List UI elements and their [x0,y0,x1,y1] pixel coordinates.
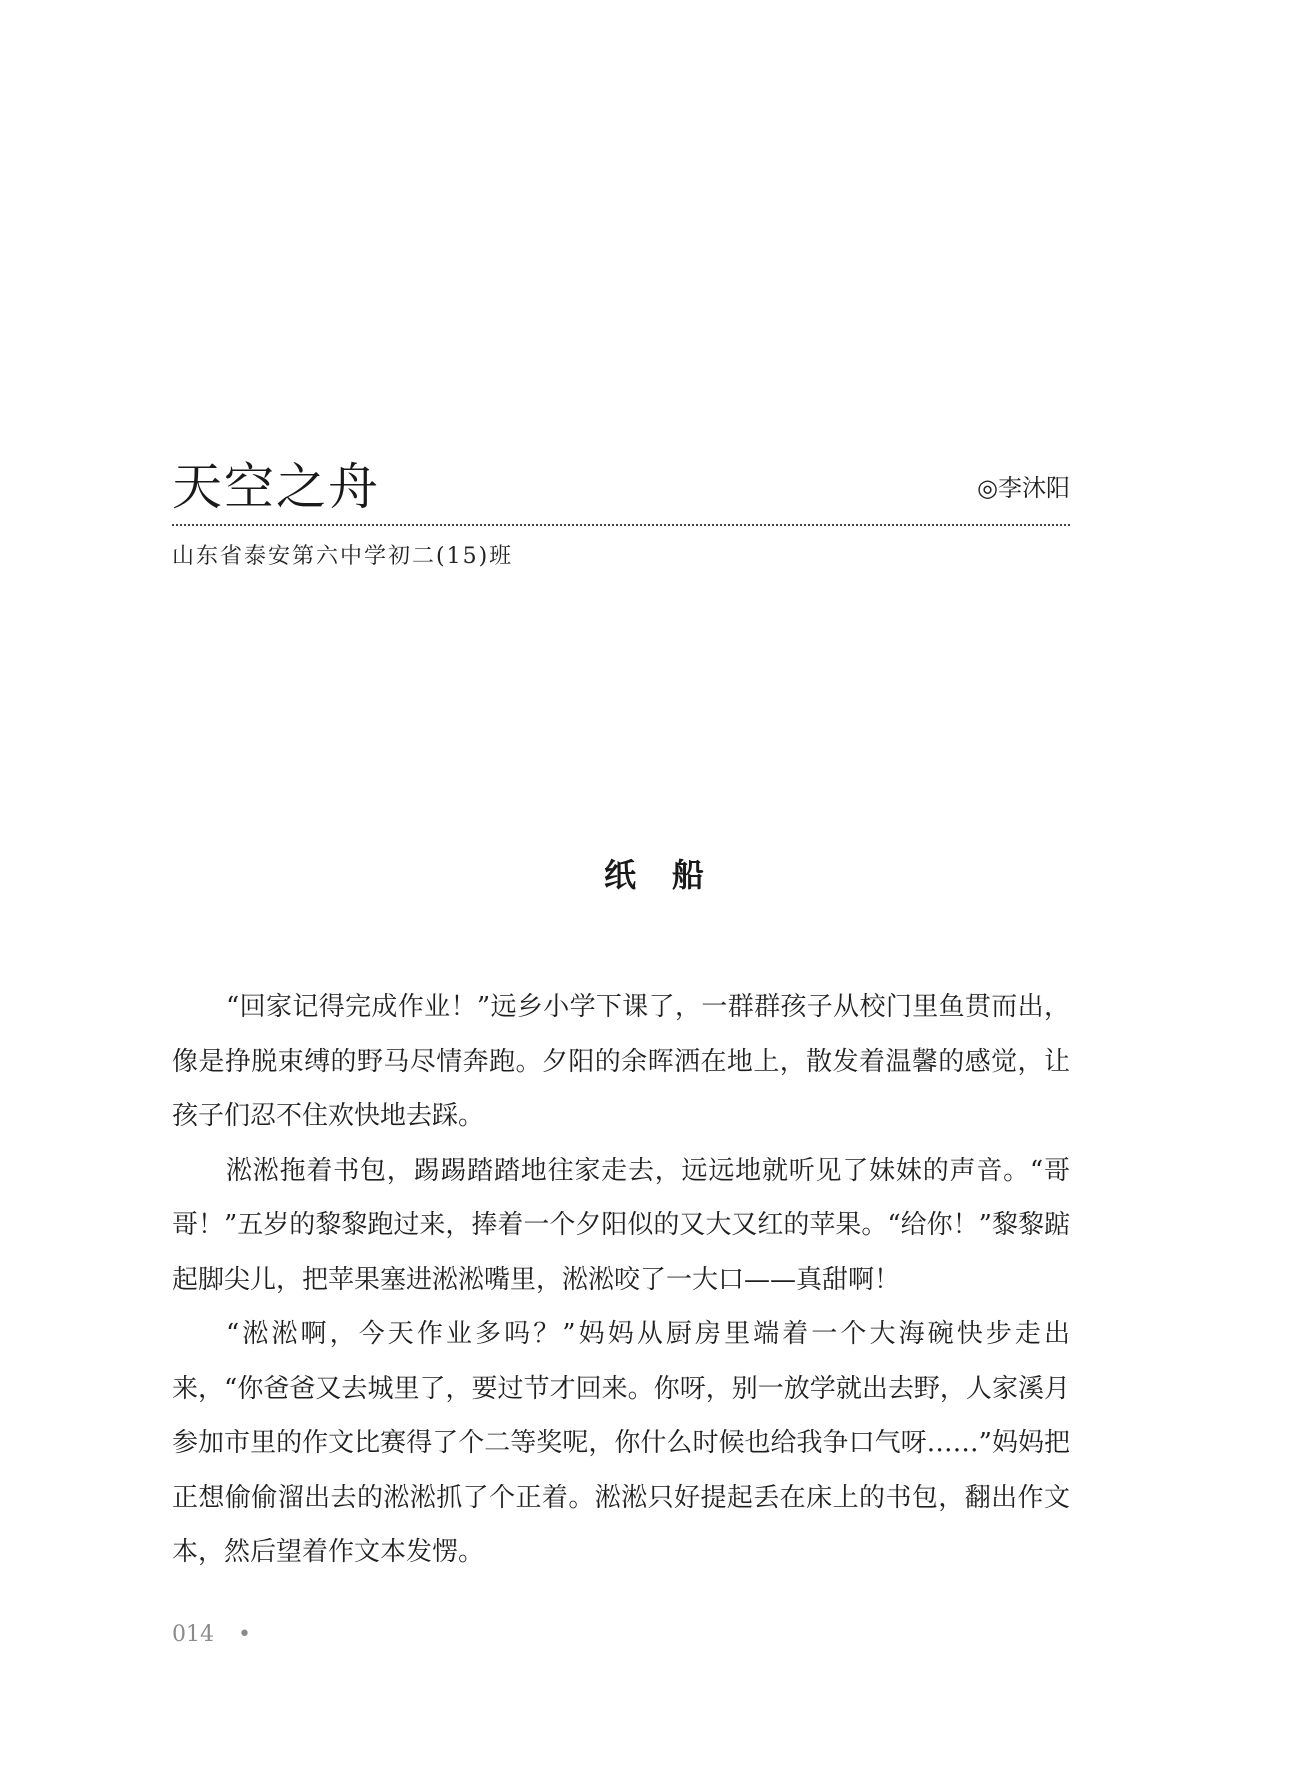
page-number: 014 [172,1622,214,1647]
author-name: ◎李沐阳 [977,474,1070,502]
paragraph: 淞淞拖着书包，踢踢踏踏地往家走去，远远地就听见了妹妹的声音。“哥哥！”五岁的黎黎跑过来，捧着一个夕阳似的又大又红的苹果。“给你！”黎黎踮起脚尖儿，把苹果塞进淞淞嘴里，淞淞咬了一大口——真甜啊！ [172,1155,1070,1295]
paragraph: “淞淞啊，今天作业多吗？”妈妈从厨房里端着一个大海碗快步走出来，“你爸爸又去城里了，要过节才回来。你呀，别一放学就出去野，人家溪月参加市里的作文比赛得了个二等奖呢，你什么时候也给我争口气呀……”妈妈把正想偷偷溜出去的淞淞抓了个正着。淞淞只好提起丢在床上的书包，翻出作文本，然后望着作文本发愣。 [172,1319,1070,1567]
story-body [172,980,1070,1580]
author-school: 山东省泰安第六中学初二(15)班 [172,544,514,569]
chapter-title: 天空之舟 [172,458,380,516]
dotted-divider [172,524,1070,526]
paragraph: “回家记得完成作业！”远乡小学下课了，一群群孩子从校门里鱼贯而出，像是挣脱束缚的野马尽情奔跑。夕阳的余晖洒在地上，散发着温馨的感觉，让孩子们忍不住欢快地去踩。 [172,992,1070,1131]
page-footer [172,1620,251,1650]
story-title: 纸船 [603,856,740,894]
chapter-header [172,452,1070,522]
footer-dot: • [238,1622,251,1647]
